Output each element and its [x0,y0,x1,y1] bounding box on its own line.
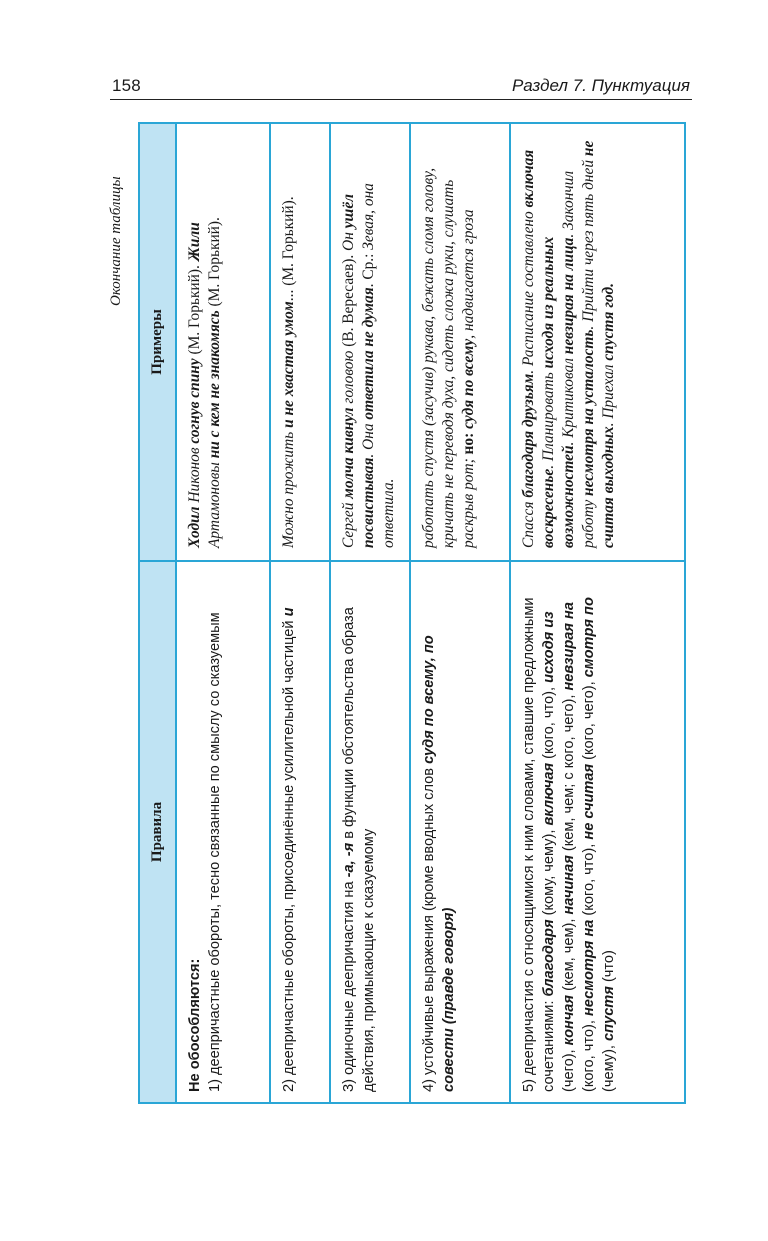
rule-cell [176,561,270,1103]
text-run: кончая [561,994,577,1046]
text-run: несмотря на усталость [580,329,597,496]
text-run: Он [340,228,357,251]
text-run: работать спустя (засучив) рукава, бежать сломя голову, кричать не переводя духа, сидеть сложа руки, слушать раскрыв рот; [420,167,477,548]
rule-cell [410,561,510,1103]
text-run: невзирая на лица [560,237,577,355]
text-run: Никонов [186,443,203,507]
text-run: молча кивнул [340,407,357,499]
text-run: . Критиковал [560,354,577,446]
text-run: спустя [601,986,617,1041]
text-run: включая воскресенье [520,149,557,548]
text-run: (чего), [561,1045,577,1092]
table-row [510,123,685,1103]
rule-cell [510,561,685,1103]
text-run: и не хвастая умом [280,301,297,428]
text-run: в функции обстоятельства образа действия, примыкающие к сказуемому [341,607,377,1092]
text-run: (кого, что), [541,682,557,763]
text-run: благодаря друзьям [520,373,537,498]
example-cell [176,123,270,561]
table-row [176,123,270,1103]
text-run: . Она [360,419,377,458]
text-run: . Закончил работу [560,170,597,548]
page-number: 158 [112,76,141,95]
text-run: (что) [601,950,617,987]
example-cell [270,123,330,561]
text-run: (чему), [601,1040,617,1092]
table-row [410,123,510,1103]
column-header-rules: Правила [139,561,176,1103]
example-cell [510,123,685,561]
text-run: начиная [561,855,577,915]
rules-table-container [138,124,686,1104]
header-rule [110,99,692,100]
example-cell [410,123,510,561]
text-run: спустя год. [600,283,617,361]
text-run: (кому, чему), [541,825,557,920]
text-run: Артамоновы [206,458,223,548]
text-run: (кем, чем), [561,914,577,995]
text-run: (кого, что), [581,1016,597,1092]
text-run: (кем, чем; с кого, чего), [561,690,577,856]
text-run: . Приехал [600,360,617,427]
rule-cell [270,561,330,1103]
text-run: ушёл посвистывая [340,193,377,548]
text-run: несмотря на [581,919,597,1017]
text-run: невзирая на [561,602,577,691]
text-run: Спасся [520,497,537,548]
text-run: Сергей [340,498,357,548]
text-run: ... (М. Горький). [280,196,297,302]
section-title: Раздел 7. Пунктуация [511,76,690,95]
text-run: 5) деепричастия с относящимися к ним словами, ставшие предложными сочетаниями: [521,597,557,1092]
text-run: 3) одиночные деепричастия на [341,877,357,1092]
text-run: Ходил [186,506,203,548]
example-cell [330,123,410,561]
text-run: не считая [581,763,597,840]
rules-table [138,122,686,1104]
text-run: . Прийти через пять дней [580,156,597,330]
text-run: . Планировать [540,368,557,469]
text-run: Можно прожить [280,427,297,548]
table-caption: Окончание таблицы [108,176,124,306]
text-run: (М. Горький). [206,217,223,311]
text-run: 2) деепричастные обороты, присоединённые усилительной частицей [281,616,297,1092]
text-run: исходя из реальных возможностей [540,236,577,548]
rule-cell [330,561,410,1103]
text-run: исходя из [541,611,557,683]
text-run: Зевая, она ответила. [360,183,397,548]
text-run: Жили [186,222,203,262]
text-run: и [281,607,297,617]
text-run: судя по всему, по совести (правде говоря) [421,635,457,1092]
table-row [270,123,330,1103]
text-run: 4) устойчивые выражения (кроме вводных слов [421,763,437,1092]
text-run: (кого, чего), [581,677,597,764]
text-run: смотря по [581,597,597,678]
table-row [330,123,410,1103]
text-run: согнув спину [186,358,203,444]
table-header-row [139,123,176,1103]
text-run: (В. Вересаев). [340,250,357,347]
text-run: благодаря [541,919,557,997]
text-run: -а, -я [341,842,357,878]
text-run: Не обособляются: [187,958,203,1092]
text-run: включая [541,762,557,826]
text-run: не считая выходных [580,140,617,548]
column-header-examples: Примеры [139,123,176,561]
text-run: судя по всему [460,338,477,429]
text-run: но: [460,428,477,455]
text-run: , надвигается гроза [460,209,477,339]
text-run: 1) деепричастные обороты, тесно связанные по смыслу со сказуемым [207,612,223,1092]
text-run: (М. Горький). [186,261,203,359]
text-run: головою [340,346,357,408]
text-run: . Расписание составлено [520,207,537,374]
text-run: ответила не думая [360,287,377,420]
text-run: . Ср.: [360,249,377,288]
text-run: (кого, что), [581,839,597,920]
text-run: ни с кем не знакомясь [206,310,223,459]
